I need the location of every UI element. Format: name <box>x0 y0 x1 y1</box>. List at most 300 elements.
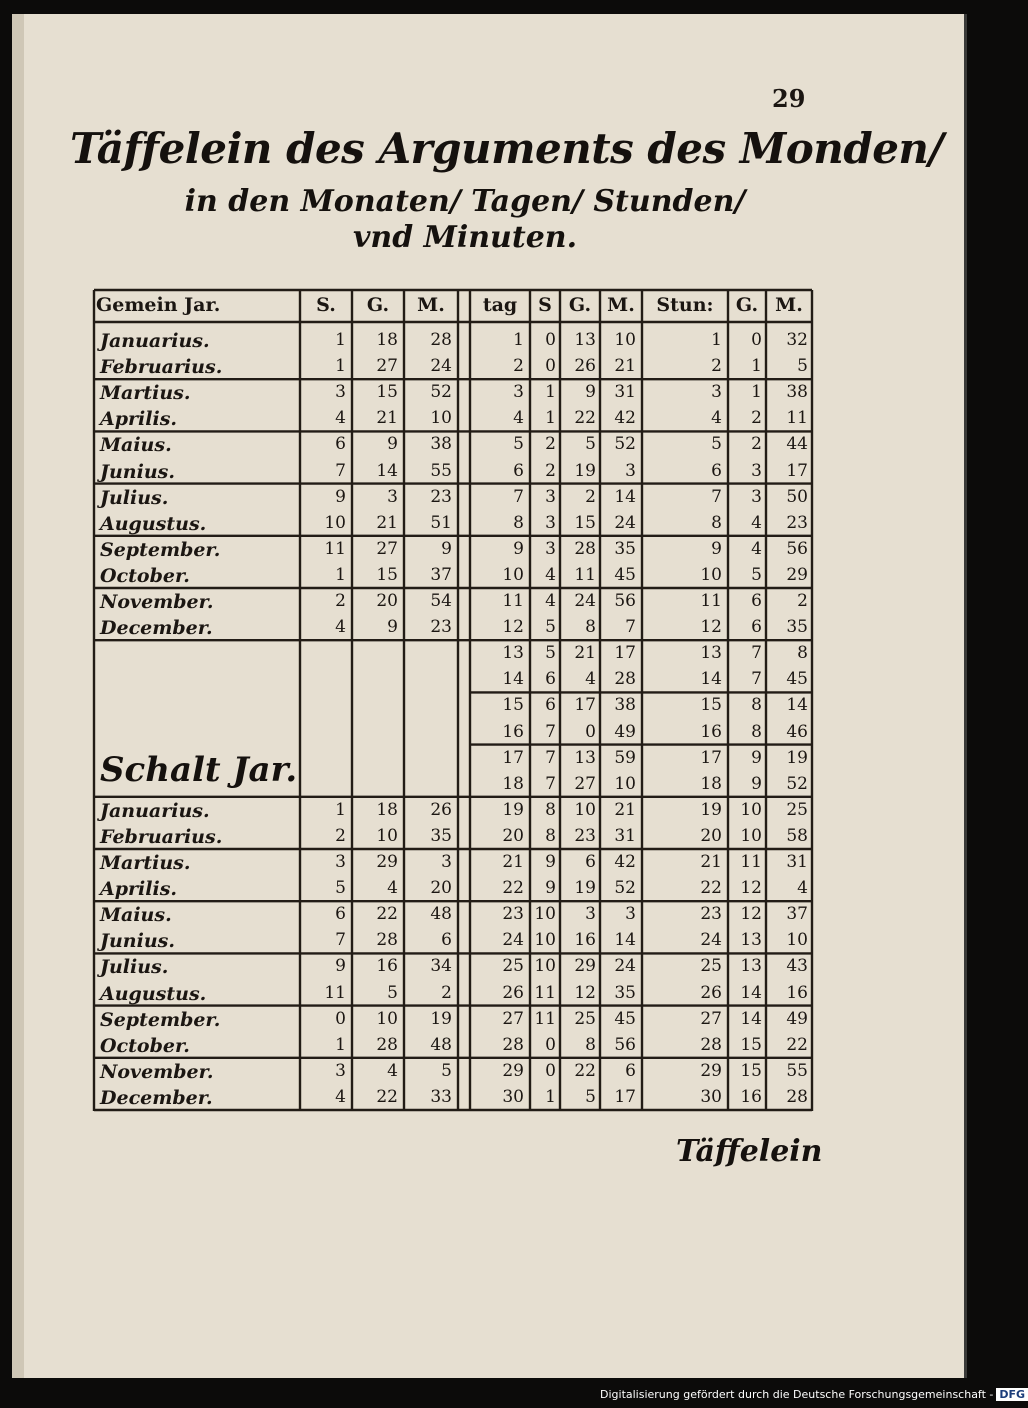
day-number: 11 <box>502 591 524 611</box>
day-degrees: 19 <box>574 878 596 899</box>
day-degrees: 0 <box>585 721 596 742</box>
hour-minutes: 31 <box>786 852 808 872</box>
hour-degrees: 4 <box>751 512 762 533</box>
day-number: 7 <box>513 486 524 507</box>
header-cell: G. <box>735 294 759 316</box>
month-signs: 7 <box>335 460 346 481</box>
hour-degrees: 12 <box>740 878 762 899</box>
month-minutes: 2 <box>441 982 452 1003</box>
day-minutes: 17 <box>614 643 636 664</box>
day-number: 19 <box>502 799 524 820</box>
day-number: 4 <box>513 408 524 429</box>
hour-minutes: 58 <box>786 825 808 846</box>
day-degrees: 27 <box>574 773 596 794</box>
hour-number: 9 <box>711 538 722 559</box>
hour-degrees: 13 <box>740 930 762 951</box>
hour-minutes: 45 <box>786 669 808 690</box>
month-minutes: 19 <box>430 1008 452 1029</box>
month-signs: 11 <box>324 982 346 1003</box>
day-minutes: 52 <box>614 878 636 899</box>
day-signs: 2 <box>545 434 556 455</box>
month-name: October. <box>100 1034 190 1057</box>
month-minutes: 35 <box>430 825 452 846</box>
day-minutes: 59 <box>614 747 636 768</box>
header-cell: M. <box>775 294 803 316</box>
day-signs: 7 <box>545 773 556 794</box>
month-degrees: 22 <box>376 904 398 925</box>
day-number: 5 <box>513 434 524 455</box>
month-signs: 3 <box>335 852 346 872</box>
title-line-2: in den Monaten/ Tagen/ Stunden/ <box>184 184 746 219</box>
month-minutes: 34 <box>430 956 452 977</box>
month-degrees: 27 <box>376 538 398 559</box>
day-signs: 0 <box>545 1060 556 1081</box>
hour-minutes: 2 <box>797 591 808 611</box>
month-degrees: 18 <box>376 799 398 820</box>
hour-number: 24 <box>700 930 722 951</box>
day-degrees: 25 <box>574 1008 596 1029</box>
hour-degrees: 14 <box>740 982 762 1003</box>
day-degrees: 24 <box>574 591 596 611</box>
day-number: 17 <box>502 747 524 768</box>
hour-degrees: 4 <box>751 538 762 559</box>
day-signs: 11 <box>534 1008 556 1029</box>
day-number: 18 <box>502 773 524 794</box>
hour-degrees: 10 <box>740 799 762 820</box>
day-degrees: 13 <box>574 747 596 768</box>
day-signs: 10 <box>534 904 556 925</box>
day-degrees: 21 <box>574 643 596 664</box>
month-name: Augustus. <box>100 512 207 535</box>
day-number: 25 <box>502 956 524 977</box>
day-degrees: 22 <box>574 408 596 429</box>
month-minutes: 3 <box>441 852 452 872</box>
day-minutes: 42 <box>614 408 636 429</box>
day-minutes: 35 <box>614 538 636 559</box>
month-degrees: 9 <box>387 434 398 455</box>
hour-minutes: 49 <box>786 1008 808 1029</box>
month-signs: 1 <box>335 799 346 820</box>
hour-number: 3 <box>711 382 722 403</box>
day-signs: 3 <box>545 486 556 507</box>
hour-degrees: 7 <box>751 643 762 664</box>
day-degrees: 23 <box>574 825 596 846</box>
hour-number: 29 <box>700 1060 722 1081</box>
month-name: Februarius. <box>100 825 223 848</box>
month-name: Aprilis. <box>100 878 178 901</box>
month-name: Martius. <box>100 382 191 405</box>
catchword: Täffelein <box>676 1134 823 1169</box>
month-degrees: 18 <box>376 330 398 350</box>
day-signs: 0 <box>545 330 556 350</box>
hour-degrees: 8 <box>751 695 762 716</box>
month-name: Maius. <box>100 904 172 927</box>
month-signs: 1 <box>335 330 346 350</box>
day-degrees: 4 <box>585 669 596 690</box>
hour-number: 26 <box>700 982 722 1003</box>
hour-number: 20 <box>700 825 722 846</box>
hour-number: 13 <box>700 643 722 664</box>
day-minutes: 42 <box>614 852 636 872</box>
day-minutes: 21 <box>614 356 636 377</box>
day-degrees: 22 <box>574 1060 596 1081</box>
month-signs: 2 <box>335 591 346 611</box>
day-degrees: 9 <box>585 382 596 403</box>
month-minutes: 37 <box>430 564 452 585</box>
month-minutes: 23 <box>430 486 452 507</box>
hour-degrees: 16 <box>740 1086 762 1107</box>
hour-number: 5 <box>711 434 722 455</box>
hour-degrees: 1 <box>751 356 762 377</box>
hour-number: 25 <box>700 956 722 977</box>
day-number: 8 <box>513 512 524 533</box>
hour-number: 14 <box>700 669 722 690</box>
month-degrees: 9 <box>387 617 398 638</box>
header-cell: tag <box>482 294 518 316</box>
month-minutes: 20 <box>430 878 452 899</box>
day-signs: 7 <box>545 721 556 742</box>
month-name: December. <box>100 1086 213 1109</box>
day-minutes: 45 <box>614 1008 636 1029</box>
day-signs: 10 <box>534 930 556 951</box>
hour-degrees: 2 <box>751 408 762 429</box>
day-number: 21 <box>502 852 524 872</box>
day-number: 30 <box>502 1086 524 1107</box>
month-minutes: 5 <box>441 1060 452 1081</box>
hour-number: 22 <box>700 878 722 899</box>
day-degrees: 29 <box>574 956 596 977</box>
day-degrees: 5 <box>585 434 596 455</box>
hour-minutes: 14 <box>786 695 808 716</box>
day-minutes: 28 <box>614 669 636 690</box>
month-minutes: 24 <box>430 356 452 377</box>
day-minutes: 3 <box>625 904 636 925</box>
hour-degrees: 6 <box>751 591 762 611</box>
footer-credit <box>600 1388 1028 1401</box>
month-name: Julius. <box>100 956 169 979</box>
hour-minutes: 4 <box>797 878 808 899</box>
day-signs: 0 <box>545 356 556 377</box>
day-number: 6 <box>513 460 524 481</box>
day-degrees: 26 <box>574 356 596 377</box>
day-degrees: 13 <box>574 330 596 350</box>
month-minutes: 6 <box>441 930 452 951</box>
hour-minutes: 17 <box>786 460 808 481</box>
day-degrees: 28 <box>574 538 596 559</box>
hour-number: 16 <box>700 721 722 742</box>
day-number: 9 <box>513 538 524 559</box>
month-name: December. <box>100 617 213 640</box>
month-degrees: 15 <box>376 382 398 403</box>
month-signs: 4 <box>335 1086 346 1107</box>
hour-degrees: 10 <box>740 825 762 846</box>
month-degrees: 10 <box>376 1008 398 1029</box>
hour-number: 23 <box>700 904 722 925</box>
hour-number: 15 <box>700 695 722 716</box>
day-signs: 6 <box>545 669 556 690</box>
hour-number: 6 <box>711 460 722 481</box>
day-number: 15 <box>502 695 524 716</box>
month-minutes: 55 <box>430 460 452 481</box>
day-minutes: 14 <box>614 930 636 951</box>
month-minutes: 51 <box>430 512 452 533</box>
hour-number: 17 <box>700 747 722 768</box>
hour-minutes: 8 <box>797 643 808 664</box>
hour-minutes: 10 <box>786 930 808 951</box>
hour-number: 2 <box>711 356 722 377</box>
hour-minutes: 37 <box>786 904 808 925</box>
hour-number: 7 <box>711 486 722 507</box>
month-name: Junius. <box>100 930 175 953</box>
day-minutes: 38 <box>614 695 636 716</box>
day-number: 10 <box>502 564 524 585</box>
day-signs: 7 <box>545 747 556 768</box>
month-degrees: 22 <box>376 1086 398 1107</box>
month-signs: 7 <box>335 930 346 951</box>
day-degrees: 2 <box>585 486 596 507</box>
day-degrees: 12 <box>574 982 596 1003</box>
day-signs: 5 <box>545 643 556 664</box>
day-minutes: 7 <box>625 617 636 638</box>
hour-degrees: 8 <box>751 721 762 742</box>
month-signs: 4 <box>335 617 346 638</box>
day-signs: 11 <box>534 982 556 1003</box>
hour-minutes: 29 <box>786 564 808 585</box>
month-minutes: 52 <box>430 382 452 403</box>
hour-minutes: 56 <box>786 538 808 559</box>
day-signs: 0 <box>545 1034 556 1055</box>
hour-minutes: 38 <box>786 382 808 403</box>
day-degrees: 5 <box>585 1086 596 1107</box>
hour-degrees: 9 <box>751 773 762 794</box>
month-signs: 3 <box>335 1060 346 1081</box>
hour-degrees: 2 <box>751 434 762 455</box>
month-minutes: 48 <box>430 1034 452 1055</box>
header-cell: Gemein Jar. <box>96 294 221 316</box>
month-minutes: 28 <box>430 330 452 350</box>
hour-number: 8 <box>711 512 722 533</box>
month-signs: 2 <box>335 825 346 846</box>
month-signs: 0 <box>335 1008 346 1029</box>
hour-number: 27 <box>700 1008 722 1029</box>
hour-minutes: 43 <box>786 956 808 977</box>
day-degrees: 15 <box>574 512 596 533</box>
day-minutes: 56 <box>614 1034 636 1055</box>
header-cell: M. <box>417 294 445 316</box>
hour-degrees: 3 <box>751 486 762 507</box>
month-name: Januarius. <box>100 330 210 352</box>
month-signs: 9 <box>335 486 346 507</box>
day-degrees: 6 <box>585 852 596 872</box>
day-minutes: 3 <box>625 460 636 481</box>
month-signs: 6 <box>335 904 346 925</box>
day-signs: 1 <box>545 408 556 429</box>
day-number: 29 <box>502 1060 524 1081</box>
day-signs: 9 <box>545 852 556 872</box>
hour-minutes: 44 <box>786 434 808 455</box>
hour-degrees: 0 <box>751 330 762 350</box>
day-number: 3 <box>513 382 524 403</box>
month-minutes: 23 <box>430 617 452 638</box>
hour-degrees: 15 <box>740 1060 762 1081</box>
day-minutes: 6 <box>625 1060 636 1081</box>
page-number: 29 <box>772 84 806 113</box>
hour-number: 11 <box>700 591 722 611</box>
month-degrees: 28 <box>376 930 398 951</box>
month-degrees: 16 <box>376 956 398 977</box>
day-degrees: 19 <box>574 460 596 481</box>
hour-number: 1 <box>711 330 722 350</box>
month-signs: 5 <box>335 878 346 899</box>
month-degrees: 4 <box>387 1060 398 1081</box>
hour-degrees: 13 <box>740 956 762 977</box>
month-name: Aprilis. <box>100 408 178 431</box>
header-cell: S <box>538 294 552 316</box>
day-number: 16 <box>502 721 524 742</box>
header-cell: S. <box>316 294 336 316</box>
day-minutes: 52 <box>614 434 636 455</box>
header-cell: G. <box>568 294 592 316</box>
leap-year-label: Schalt Jar. <box>100 750 298 790</box>
month-degrees: 28 <box>376 1034 398 1055</box>
hour-minutes: 25 <box>786 799 808 820</box>
hour-minutes: 32 <box>786 330 808 350</box>
month-signs: 1 <box>335 564 346 585</box>
day-minutes: 24 <box>614 956 636 977</box>
day-number: 22 <box>502 878 524 899</box>
month-minutes: 33 <box>430 1086 452 1107</box>
day-number: 27 <box>502 1008 524 1029</box>
hour-degrees: 9 <box>751 747 762 768</box>
month-name: Augustus. <box>100 982 207 1005</box>
hour-minutes: 23 <box>786 512 808 533</box>
month-signs: 1 <box>335 1034 346 1055</box>
hour-degrees: 3 <box>751 460 762 481</box>
month-signs: 4 <box>335 408 346 429</box>
hour-number: 30 <box>700 1086 722 1107</box>
month-name: Maius. <box>100 434 172 457</box>
day-signs: 9 <box>545 878 556 899</box>
day-degrees: 8 <box>585 1034 596 1055</box>
title-line-3: vnd Minuten. <box>352 220 578 255</box>
day-number: 1 <box>513 330 524 350</box>
day-degrees: 11 <box>574 564 596 585</box>
month-degrees: 5 <box>387 982 398 1003</box>
hour-degrees: 5 <box>751 564 762 585</box>
month-signs: 1 <box>335 356 346 377</box>
day-number: 12 <box>502 617 524 638</box>
month-degrees: 14 <box>376 460 398 481</box>
hour-minutes: 50 <box>786 486 808 507</box>
month-signs: 11 <box>324 538 346 559</box>
header-cell: G. <box>366 294 390 316</box>
hour-number: 10 <box>700 564 722 585</box>
month-minutes: 26 <box>430 799 452 820</box>
hour-minutes: 22 <box>786 1034 808 1055</box>
hour-degrees: 14 <box>740 1008 762 1029</box>
hour-degrees: 7 <box>751 669 762 690</box>
day-signs: 3 <box>545 538 556 559</box>
day-number: 14 <box>502 669 524 690</box>
month-name: September. <box>100 538 221 561</box>
month-minutes: 9 <box>441 538 452 559</box>
day-number: 20 <box>502 825 524 846</box>
hour-minutes: 35 <box>786 617 808 638</box>
day-number: 28 <box>502 1034 524 1055</box>
day-signs: 1 <box>545 382 556 403</box>
hour-minutes: 55 <box>786 1060 808 1081</box>
day-degrees: 17 <box>574 695 596 716</box>
month-name: November. <box>100 591 214 613</box>
day-minutes: 31 <box>614 825 636 846</box>
day-signs: 6 <box>545 695 556 716</box>
month-signs: 10 <box>324 512 346 533</box>
month-signs: 3 <box>335 382 346 403</box>
title-line-1: Täffelein des Arguments des Monden/ <box>70 124 944 173</box>
month-name: Junius. <box>100 460 175 483</box>
day-minutes: 31 <box>614 382 636 403</box>
day-minutes: 49 <box>614 721 636 742</box>
month-degrees: 29 <box>376 852 398 872</box>
day-degrees: 3 <box>585 904 596 925</box>
hour-degrees: 15 <box>740 1034 762 1055</box>
day-minutes: 14 <box>614 486 636 507</box>
hour-number: 21 <box>700 852 722 872</box>
day-signs: 5 <box>545 617 556 638</box>
hour-number: 4 <box>711 408 722 429</box>
hour-minutes: 19 <box>786 747 808 768</box>
header-cell: M. <box>607 294 635 316</box>
month-name: Martius. <box>100 852 191 874</box>
day-signs: 10 <box>534 956 556 977</box>
hour-number: 19 <box>700 799 722 820</box>
day-signs: 8 <box>545 799 556 820</box>
day-minutes: 56 <box>614 591 636 611</box>
day-number: 26 <box>502 982 524 1003</box>
month-degrees: 4 <box>387 878 398 899</box>
month-name: Januarius. <box>100 799 210 822</box>
month-degrees: 3 <box>387 486 398 507</box>
day-minutes: 24 <box>614 512 636 533</box>
month-degrees: 20 <box>376 591 398 611</box>
hour-number: 28 <box>700 1034 722 1055</box>
month-signs: 6 <box>335 434 346 455</box>
month-name: October. <box>100 564 190 587</box>
day-signs: 4 <box>545 591 556 611</box>
day-signs: 1 <box>545 1086 556 1107</box>
day-minutes: 10 <box>614 330 636 350</box>
month-name: Julius. <box>100 486 169 509</box>
month-name: Februarius. <box>100 356 223 379</box>
hour-number: 18 <box>700 773 722 794</box>
day-signs: 8 <box>545 825 556 846</box>
day-number: 2 <box>513 356 524 377</box>
hour-degrees: 11 <box>740 852 762 872</box>
month-signs: 9 <box>335 956 346 977</box>
month-name: November. <box>100 1060 214 1083</box>
hour-minutes: 46 <box>786 721 808 742</box>
month-minutes: 38 <box>430 434 452 455</box>
dfg-logo: DFG <box>996 1388 1028 1401</box>
day-number: 24 <box>502 930 524 951</box>
day-signs: 4 <box>545 564 556 585</box>
day-degrees: 8 <box>585 617 596 638</box>
month-minutes: 48 <box>430 904 452 925</box>
day-minutes: 45 <box>614 564 636 585</box>
month-minutes: 10 <box>430 408 452 429</box>
month-degrees: 15 <box>376 564 398 585</box>
hour-degrees: 1 <box>751 382 762 403</box>
